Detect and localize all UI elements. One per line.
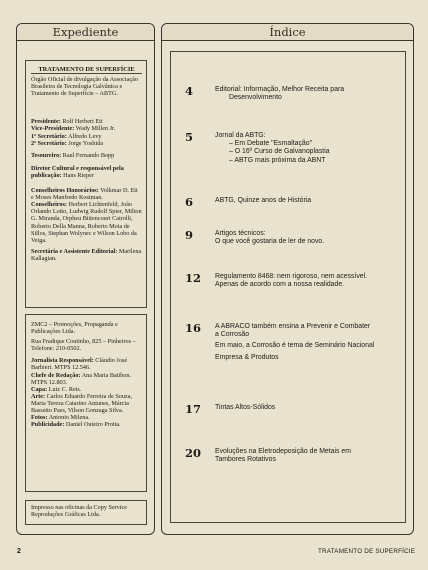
entry-line: O que você gostaria de ler de novo.: [215, 238, 325, 246]
page-number: 20: [185, 446, 202, 460]
entry-line: Apenas de acordo com a nossa realidade.: [215, 281, 345, 289]
folio-page-number: 2: [17, 548, 21, 555]
staff-list: [31, 118, 142, 146]
publisher-name: ZMC2 – Promoções, Propaganda e Publicações Ltda.: [31, 321, 118, 336]
entry-title: Regulamento 8468: nem rigoroso, nem acessível.: [215, 273, 368, 280]
entry-title: Evoluções na Eletrodeposição de Metais em: [215, 448, 351, 455]
page-number: 12: [185, 271, 202, 285]
indice-panel: [161, 23, 414, 535]
page-number: 16: [185, 321, 202, 335]
index-box: [170, 51, 406, 523]
masthead-box: [25, 60, 147, 308]
credit-line: Arte: Carlos Eduardo Ferreira de Souza, Maria Tereza Catarino Antunes, Márcia Bassetto Paes, Vilson Gonzaga Silva.: [31, 392, 133, 415]
entry-line: Tambores Rotativos: [215, 456, 276, 464]
org-description: Órgão Oficial de divulgação da Associação Brasileira de Tecnologia Galvânica e Tratamento de Superfície – ABTG.: [31, 76, 138, 98]
entry-title: Editorial: Informação, Melhor Receita para: [215, 86, 345, 93]
page-number: 17: [185, 402, 202, 416]
staff-line: Presidente: Rolf Herbert Ett: [31, 118, 103, 126]
entry-title: Tintas Altos-Sólidos: [215, 404, 276, 411]
entry-line: – ABTG mais próxima da ABNT: [229, 156, 326, 164]
entry-line: Em maio, a Corrosão é tema de Seminário Nacional: [215, 342, 375, 350]
credit-line: Fotos: Antonio Milena.: [31, 414, 90, 422]
folio-magazine-name: TRATAMENTO DE SUPERFÍCIE: [318, 548, 416, 555]
entry-title: Artigos técnicos:: [215, 230, 266, 237]
entry-line: Empresa & Produtos: [215, 353, 279, 361]
printer-text: Impresso nas oficinas da Copy Service Reproduções Gráficas Ltda.: [31, 504, 128, 519]
entry-title: Jornal da ABTG:: [215, 132, 266, 139]
staff-line: Vice-Presidente: Wady Millen Jr.: [31, 125, 116, 133]
secretaria: Secretária e Assistente Editorial: Marilena Kallagian.: [31, 247, 142, 262]
page-number: 5: [185, 130, 194, 144]
credit-line: Publicidade: Daniel Outeiro Protta.: [31, 421, 121, 429]
tesoureiro: Tesoureiro: Raul Fernando Bopp: [31, 151, 115, 159]
conselheiros: Conselheiros: Herbert Lichtenfeld, João Orlando Lotto, Ludwig Rudolf Spier, Milton G. Miranda, Orpheu Bittencourt Cairolli, Roberto Della Manna, Roberto Mota de Sillos, Stephan Wolynec e Wilson Lobo da Veiga.: [31, 201, 142, 244]
staff-line: 2º Secretário: Jorge Yoshida: [31, 139, 103, 147]
org-name: TRATAMENTO DE SUPERFÍCIE: [31, 66, 142, 74]
page-number: 9: [185, 228, 194, 242]
expediente-panel: [16, 23, 155, 535]
printer-box: [25, 500, 147, 525]
entry-title: A ABRACO também ensina a Prevenir e Combater: [215, 323, 371, 330]
credit-line: Jornalista Responsável: Cláudio José Barbieri. MTPS 12.546.: [31, 357, 128, 372]
diretor: Diretor Cultural e responsável pela publicação: Hans Rieper: [31, 164, 124, 179]
page-number: 4: [185, 84, 194, 98]
publisher-box: [25, 314, 147, 492]
entry-line: Desenvolvimento: [229, 94, 282, 102]
entry-line: a Corrosão: [215, 331, 250, 339]
staff-line: 1º Secretário: Alfredo Levy: [31, 132, 102, 140]
credit-line: Capa: Luiz C. Reis.: [31, 385, 82, 393]
credits-list: [31, 357, 142, 428]
entry-line: – Em Debate "Esmaltação": [229, 140, 313, 148]
entry-line: – O 16º Curso de Galvanoplastia: [229, 148, 330, 156]
credit-line: Chefe de Redação: Ana Maria Batibon. MTPS 12.803.: [31, 371, 132, 386]
page-number: 6: [185, 195, 194, 209]
entry-title: ABTG, Quinze anos de História: [215, 197, 312, 204]
expediente-title: Expediente: [17, 24, 154, 41]
conselheiros-honorarios: Conselheiros Honorários: Volkmar D. Ett e Moses Manfredo Kostman.: [31, 187, 138, 202]
publisher-address: Rua Fradique Coutinho, 825 – Pinheiros – Telefone: 210-0502.: [31, 338, 136, 353]
indice-title: Índice: [162, 24, 413, 41]
